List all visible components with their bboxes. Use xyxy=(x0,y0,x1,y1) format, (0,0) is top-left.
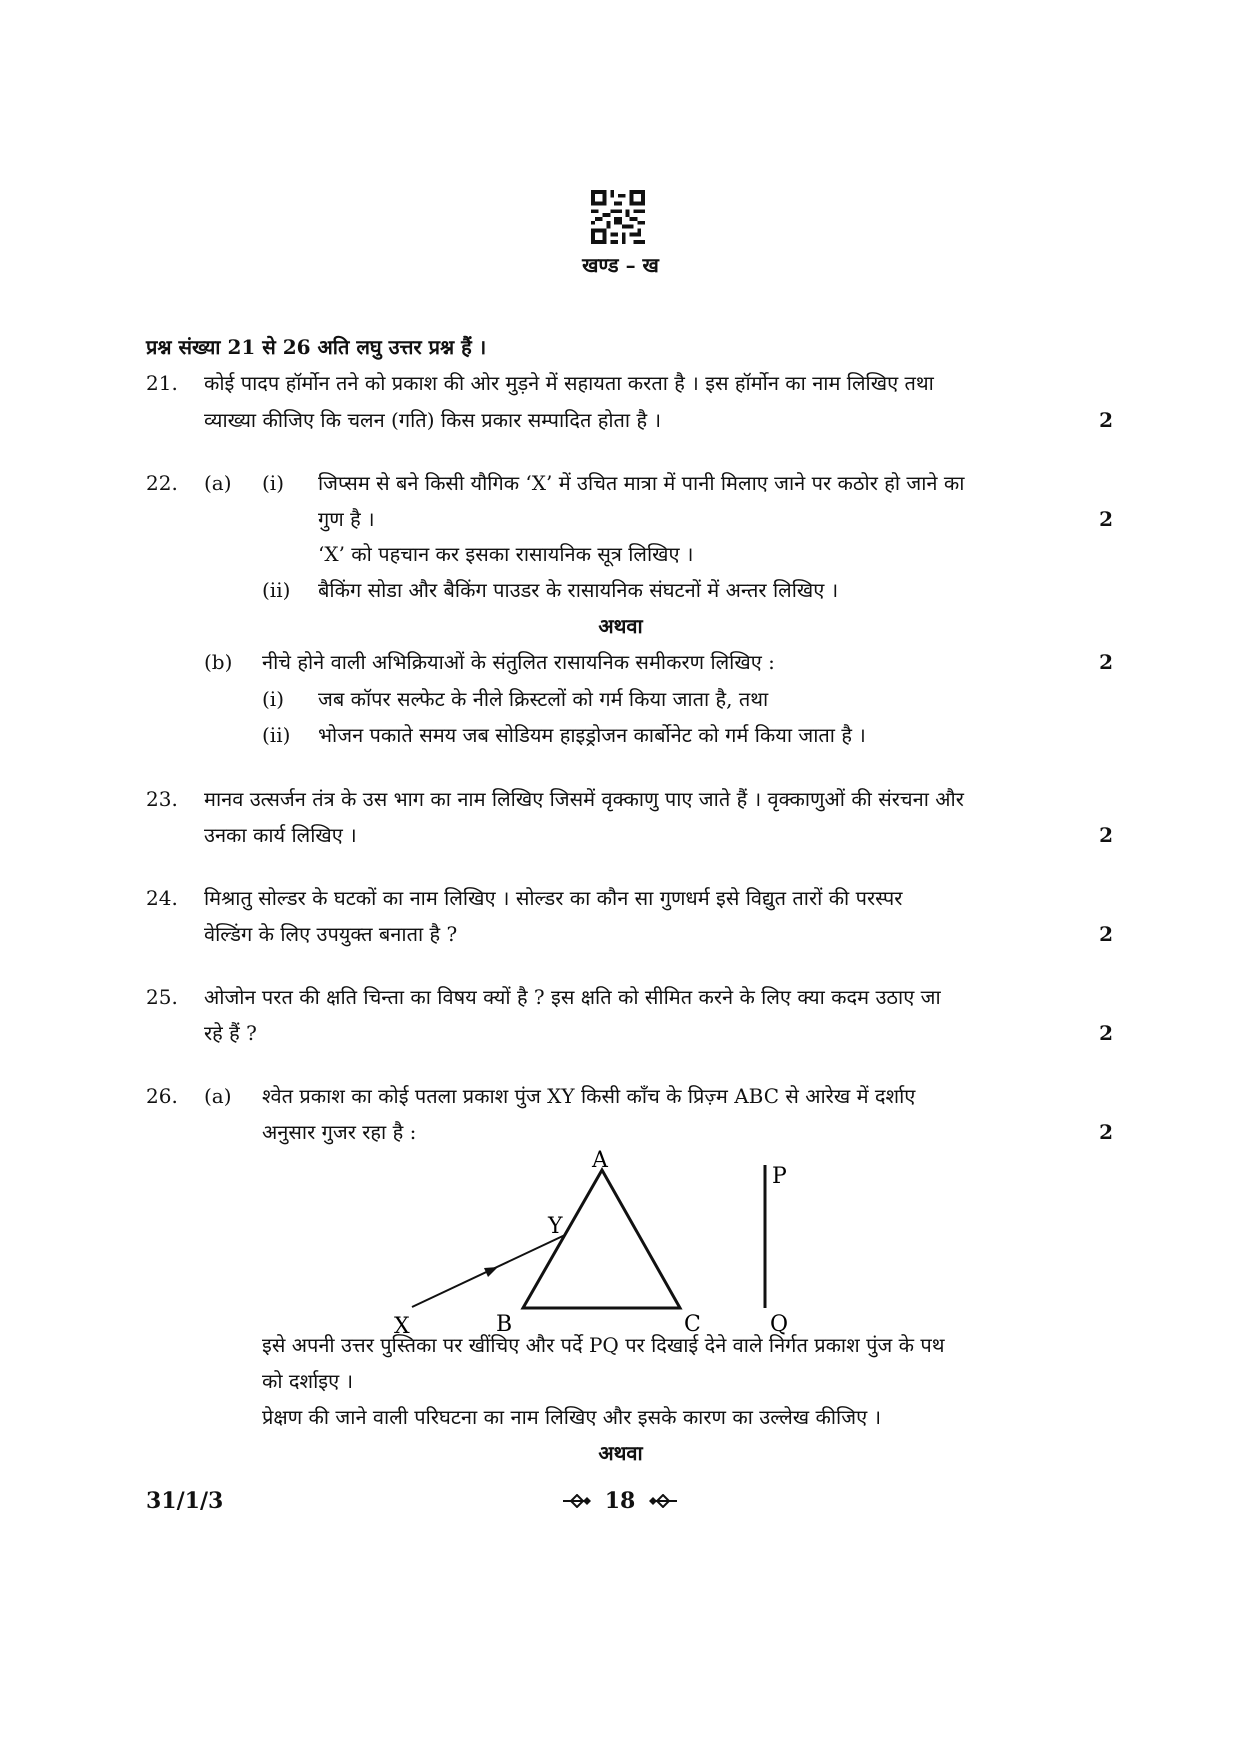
or-separator: अथवा xyxy=(598,1441,643,1465)
marks: 2 xyxy=(1099,408,1113,432)
label-a: A xyxy=(592,1148,608,1173)
page-number-block xyxy=(540,1484,700,1518)
marks: 2 xyxy=(1099,507,1113,531)
question-text: गुण है । xyxy=(318,507,375,531)
page-number: 18 xyxy=(604,1488,636,1514)
prism-triangle xyxy=(523,1170,680,1308)
qr-code-icon xyxy=(590,190,646,244)
question-number: 21. xyxy=(146,371,178,395)
marks: 2 xyxy=(1099,1120,1113,1144)
label-q: Q xyxy=(770,1312,789,1337)
subpart-label: (i) xyxy=(262,687,285,711)
marks: 2 xyxy=(1099,922,1113,946)
paper-code: 31/1/3 xyxy=(146,1488,224,1514)
question-number: 22. xyxy=(146,471,178,495)
question-text: ‘X’ को पहचान कर इसका रासायनिक सूत्र लिखिए । xyxy=(318,542,694,566)
label-c: C xyxy=(684,1312,701,1337)
section-title: खण्ड – ख xyxy=(582,253,659,277)
question-text: जिप्सम से बने किसी यौगिक ‘X’ में उचित मात्रा में पानी मिलाए जाने पर कठोर हो जाने का xyxy=(318,471,965,495)
question-text: मानव उत्सर्जन तंत्र के उस भाग का नाम लिखिए जिसमें वृक्काणु पाए जाते हैं । वृक्काणुओं की संरचना और xyxy=(204,787,964,811)
question-text: श्वेत प्रकाश का कोई पतला प्रकाश पुंज XY किसी काँच के प्रिज़्म ABC से आरेख में दर्शाए xyxy=(262,1084,916,1108)
part-label: (b) xyxy=(204,650,233,674)
part-label: (a) xyxy=(204,1084,232,1108)
prism-diagram xyxy=(390,1145,820,1345)
question-text: को दर्शाइए । xyxy=(262,1369,354,1393)
subpart-label: (ii) xyxy=(262,578,291,602)
question-number: 24. xyxy=(146,886,178,910)
or-separator: अथवा xyxy=(598,614,643,638)
question-text: कोई पादप हॉर्मोन तने को प्रकाश की ओर मुड़ने में सहायता करता है । इस हॉर्मोन का नाम लिखिए तथा xyxy=(204,371,934,395)
question-number: 23. xyxy=(146,787,178,811)
marks: 2 xyxy=(1099,650,1113,674)
label-p: P xyxy=(772,1164,787,1189)
question-text: जब कॉपर सल्फेट के नीले क्रिस्टलों को गर्म किया जाता है, तथा xyxy=(318,687,769,711)
question-text: उनका कार्य लिखिए । xyxy=(204,823,357,847)
instruction-text: प्रश्न संख्या 21 से 26 अति लघु उत्तर प्रश्न हैं । xyxy=(146,335,487,359)
question-number: 25. xyxy=(146,985,178,1009)
ray-arrow-icon xyxy=(484,1267,498,1277)
question-text: इसे अपनी उत्तर पुस्तिका पर खींचिए और पर्दे PQ पर दिखाई देने वाले निर्गत प्रकाश पुंज के पथ xyxy=(262,1333,945,1357)
question-text: वेल्डिंग के लिए उपयुक्त बनाता है ? xyxy=(204,922,458,946)
marks: 2 xyxy=(1099,823,1113,847)
question-text: अनुसार गुजर रहा है : xyxy=(262,1120,417,1144)
question-text: मिश्रातु सोल्डर के घटकों का नाम लिखिए । सोल्डर का कौन सा गुणधर्म इसे विद्युत तारों की परस्पर xyxy=(204,886,903,910)
part-label: (a) xyxy=(204,471,232,495)
question-text: व्याख्या कीजिए कि चलन (गति) किस प्रकार सम्पादित होता है । xyxy=(204,408,662,432)
question-text: रहे हैं ? xyxy=(204,1021,257,1045)
question-text: भोजन पकाते समय जब सोडियम हाइड्रोजन कार्बोनेट को गर्म किया जाता है । xyxy=(318,723,866,747)
label-b: B xyxy=(496,1312,513,1337)
marks: 2 xyxy=(1099,1021,1113,1045)
diamond-ornament-icon xyxy=(647,1494,677,1508)
question-text: ओजोन परत की क्षति चिन्ता का विषय क्यों है ? इस क्षति को सीमित करने के लिए क्या कदम उठाए जा xyxy=(204,985,941,1009)
question-text: बैकिंग सोडा और बैकिंग पाउडर के रासायनिक संघटनों में अन्तर लिखिए । xyxy=(318,578,839,602)
question-text: नीचे होने वाली अभिक्रियाओं के संतुलित रासायनिक समीकरण लिखिए : xyxy=(262,650,775,674)
label-x: X xyxy=(394,1314,410,1339)
question-number: 26. xyxy=(146,1084,178,1108)
subpart-label: (i) xyxy=(262,471,285,495)
question-text: प्रेक्षण की जाने वाली परिघटना का नाम लिखिए और इसके कारण का उल्लेख कीजिए । xyxy=(262,1405,882,1429)
label-y: Y xyxy=(548,1214,563,1239)
diamond-ornament-icon xyxy=(563,1494,593,1508)
subpart-label: (ii) xyxy=(262,723,291,747)
